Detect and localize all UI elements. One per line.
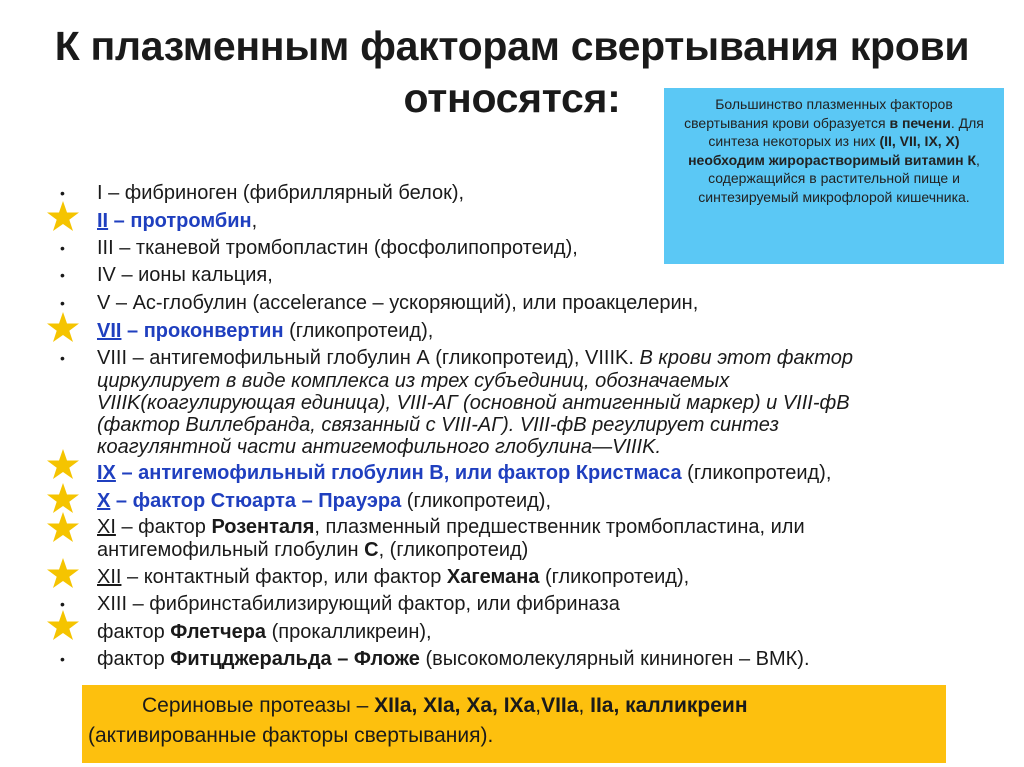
factor-12-text: – контактный фактор, или фактор xyxy=(121,566,447,588)
factor-7-name: – проконвертин xyxy=(121,320,284,342)
proteases-note: (активированные факторы свертывания). xyxy=(88,724,494,747)
factor-8-f: коагулянтной части антигемофильного глобулина—VIIIK. xyxy=(97,436,662,458)
factor-12-tail: (гликопротеид), xyxy=(539,566,690,588)
factor-fitzgerald-name: Фитцджеральда – Фложе xyxy=(170,648,420,670)
proteases-list-3: IIa, калликреин xyxy=(590,694,748,717)
factor-fletcher-prefix: фактор xyxy=(97,621,171,643)
factor-10-name: – фактор Стюарта – Прауэра xyxy=(110,490,402,512)
bullet: • xyxy=(60,267,65,283)
factor-2-name: – протромбин xyxy=(108,210,252,232)
note-text-1: Большинство плазменных факторов свертывания крови образуется xyxy=(684,96,953,131)
factor-11-tail: , плазменный предшественник тромбопластина, или xyxy=(314,516,805,538)
factor-5: V – Ас-глобулин (accelerance – ускоряющий), или проакцелерин, xyxy=(97,292,699,314)
factor-9-name: – антигемофильный глобулин В xyxy=(115,462,444,484)
star-icon xyxy=(46,311,80,345)
factor-11-text: – фактор xyxy=(115,516,212,538)
note-text-3: , содержащийся в растительной пище и синтезируемый микрофлорой кишечника. xyxy=(698,151,980,205)
title-line-1: К плазменным факторам свертывания крови xyxy=(54,23,970,69)
title-line-2: относятся: xyxy=(403,75,621,121)
factor-3: III – тканевой тромбопластин (фосфолипопротеид), xyxy=(97,237,578,259)
factor-11-name: Розенталя xyxy=(211,516,315,538)
factor-4: IV – ионы кальция, xyxy=(97,264,273,286)
bullet: • xyxy=(60,295,65,311)
factor-1: I – фибриноген (фибриллярный белок), xyxy=(97,182,465,204)
factor-12-num: XII xyxy=(97,566,122,588)
factor-2-num: II xyxy=(97,210,109,232)
proteases-list-2: VIIa xyxy=(541,694,579,717)
factor-fletcher-name: Флетчера xyxy=(170,621,267,643)
factor-8-d: VIIIK(коагулирующая единица), VIII-АГ (основной антигенный маркер) и VIII-фВ xyxy=(97,392,850,414)
star-icon xyxy=(46,511,80,545)
factor-11-letter: С xyxy=(364,539,379,561)
proteases-sep: , xyxy=(578,694,591,717)
factor-12-name: Хагемана xyxy=(446,566,540,588)
star-icon xyxy=(46,200,80,234)
factor-10-num: X xyxy=(97,490,111,512)
factor-fletcher-tail: (прокалликреин), xyxy=(266,621,432,643)
note-text-vitamin-k: (II, VII, IX, X) необходим жирорастворимый витамин К xyxy=(688,133,976,168)
bullet: • xyxy=(60,240,65,256)
proteases-list-1: XIIa, XIa, Xa, IXa xyxy=(374,694,536,717)
star-icon xyxy=(46,557,80,591)
factor-8-a: VIII – антигемофильный глобулин А (гликопротеид), VIIIK. xyxy=(97,347,640,369)
factor-10-tail: (гликопротеид), xyxy=(401,490,552,512)
factor-8-c: циркулирует в виде комплекса из трех субъединиц, обозначаемых xyxy=(97,370,730,392)
factor-9-alt: , или фактор Кристмаса xyxy=(443,462,682,484)
factor-11-line2: антигемофильный глобулин xyxy=(97,539,365,561)
bullet: • xyxy=(60,596,65,612)
factor-7-tail: (гликопротеид), xyxy=(283,320,434,342)
factor-11-num: XI xyxy=(97,516,116,538)
factor-8-b: В крови этот фактор xyxy=(639,347,853,369)
bullet: • xyxy=(60,185,65,201)
note-text-liver: в печени xyxy=(889,114,951,131)
proteases-comma: , xyxy=(535,694,542,717)
factor-fitzgerald-tail: (высокомолекулярный кининоген – ВМК). xyxy=(419,648,810,670)
factor-13: XIII – фибринстабилизирующий фактор, или фибриназа xyxy=(97,593,620,615)
serine-proteases-box xyxy=(82,685,946,763)
vitamin-k-note xyxy=(664,88,1004,264)
star-icon xyxy=(46,448,80,482)
proteases-label: Сериновые протеазы – xyxy=(142,694,375,717)
bullet: • xyxy=(60,350,65,366)
factor-2-tail: , xyxy=(251,210,258,232)
factor-8-e: (фактор Виллебранда, связанный с VIII-АГ). VIII-фВ регулирует синтез xyxy=(97,414,779,436)
factor-9-num: IX xyxy=(97,462,116,484)
factor-fitzgerald-prefix: фактор xyxy=(97,648,171,670)
note-text-2: . Для синтеза некоторых из них xyxy=(708,114,984,149)
factor-9-tail: (гликопротеид), xyxy=(681,462,832,484)
bullet: • xyxy=(60,651,65,667)
factor-7-num: VII xyxy=(97,320,122,342)
factor-11-line2-tail: , (гликопротеид) xyxy=(378,539,529,561)
